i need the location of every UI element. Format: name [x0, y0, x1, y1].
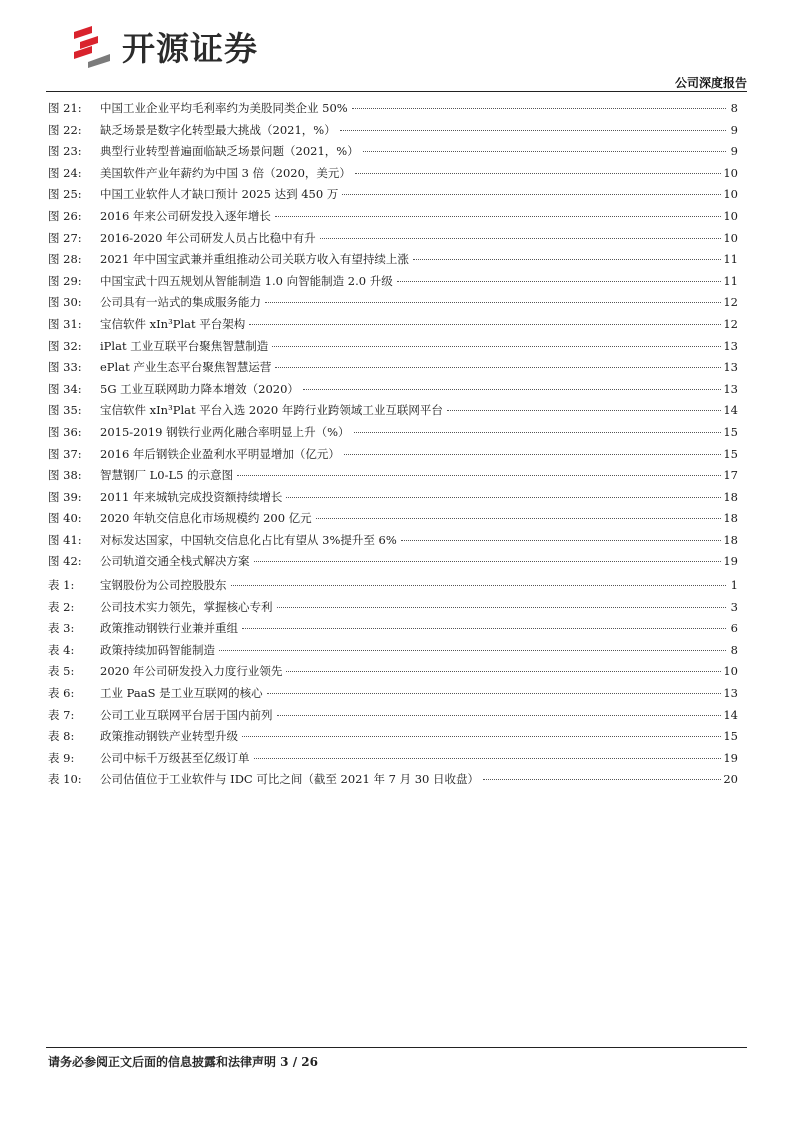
entry-number: 表 5:: [48, 664, 75, 679]
entry-title: 政策推动钢铁产业转型升级: [100, 729, 238, 744]
figure-index-row[interactable]: [48, 141, 738, 163]
entry-title: 政策持续加码智能制造: [100, 642, 215, 657]
footer-divider: [46, 1047, 747, 1048]
entry-number: 图 30:: [48, 295, 82, 310]
entry-number: 图 32:: [48, 338, 82, 353]
table-index-row[interactable]: [48, 726, 738, 748]
entry-page-number: 17: [723, 468, 738, 483]
entry-number: 表 7:: [48, 707, 75, 722]
entry-number: 表 2:: [48, 599, 75, 614]
table-index-row[interactable]: [48, 748, 738, 770]
entry-number: 表 10:: [48, 772, 82, 787]
figure-index-row[interactable]: [48, 487, 738, 509]
entry-page-number: 18: [723, 489, 738, 504]
entry-number: 图 21:: [48, 101, 82, 115]
entry-title: 2020 年轨交信息化市场规模约 200 亿元: [100, 511, 312, 526]
entry-page-number: 10: [723, 664, 738, 679]
dot-leader: [413, 259, 721, 260]
entry-page-number: 13: [723, 381, 738, 396]
figure-index-row[interactable]: [48, 228, 738, 250]
logo-mark-icon: [70, 24, 114, 68]
dot-leader: [219, 650, 726, 651]
table-index-row[interactable]: [48, 769, 738, 791]
entry-title: 公司估值位于工业软件与 IDC 可比之间（截至 2021 年 7 月 30 日收盘）: [100, 772, 480, 787]
entry-page-number: 8: [730, 642, 738, 657]
table-index-row[interactable]: [48, 705, 738, 727]
dot-leader: [355, 173, 721, 174]
entry-page-number: 13: [723, 360, 738, 375]
entry-number: 表 4:: [48, 642, 75, 657]
entry-title: 公司轨道交通全栈式解决方案: [100, 554, 250, 569]
dot-leader: [275, 367, 721, 368]
figure-index: [48, 98, 738, 573]
figure-index-row[interactable]: [48, 271, 738, 293]
entry-number: 图 26:: [48, 208, 82, 223]
entry-page-number: 12: [723, 295, 738, 310]
entry-number: 图 27:: [48, 230, 82, 245]
table-index-row[interactable]: [48, 683, 738, 705]
dot-leader: [316, 518, 722, 519]
dot-leader: [340, 130, 726, 131]
entry-title: 2020 年公司研发投入力度行业领先: [100, 664, 283, 679]
table-index-row[interactable]: [48, 618, 738, 640]
entry-page-number: 14: [723, 707, 738, 722]
figure-index-row[interactable]: [48, 508, 738, 530]
figure-index-row[interactable]: [48, 357, 738, 379]
entry-page-number: 19: [723, 554, 738, 569]
figure-index-row[interactable]: [48, 336, 738, 358]
figure-index-row[interactable]: [48, 292, 738, 314]
entry-page-number: 9: [730, 144, 738, 159]
entry-page-number: 10: [723, 208, 738, 223]
entry-title: 2016 年后钢铁企业盈利水平明显增加（亿元）: [100, 446, 340, 461]
entry-number: 表 9:: [48, 750, 75, 765]
table-index-row[interactable]: [48, 597, 738, 619]
dot-leader: [286, 671, 721, 672]
entry-page-number: 20: [723, 772, 738, 787]
entry-number: 图 39:: [48, 489, 82, 504]
figure-index-row[interactable]: [48, 314, 738, 336]
entry-number: 图 28:: [48, 252, 82, 267]
entry-title: 宝信软件 xIn³Plat 平台入选 2020 年跨行业跨领域工业互联网平台: [100, 403, 443, 418]
figure-index-row[interactable]: [48, 400, 738, 422]
entry-title: 2016 年来公司研发投入逐年增长: [100, 208, 271, 223]
dot-leader: [272, 346, 721, 347]
figure-index-row[interactable]: [48, 465, 738, 487]
dot-leader: [342, 194, 721, 195]
entry-number: 图 38:: [48, 468, 82, 483]
entry-page-number: 12: [723, 316, 738, 331]
entry-title: 2011 年来城轨完成投资额持续增长: [100, 489, 283, 504]
dot-leader: [277, 715, 722, 716]
entry-title: 政策推动钢铁行业兼并重组: [100, 621, 238, 636]
entry-page-number: 8: [730, 101, 738, 115]
dot-leader: [231, 585, 727, 586]
entry-number: 表 6:: [48, 685, 75, 700]
table-index-row[interactable]: [48, 575, 738, 597]
entry-title: 宝钢股份为公司控股股东: [100, 578, 227, 592]
entry-page-number: 13: [723, 685, 738, 700]
header-divider: [46, 91, 747, 92]
figure-index-row[interactable]: [48, 98, 738, 120]
entry-title: 公司技术实力领先，掌握核心专利: [100, 599, 273, 614]
entry-page-number: 10: [723, 165, 738, 180]
entry-title: iPlat 工业互联平台聚焦智慧制造: [100, 338, 269, 353]
entry-title: 智慧钢厂 L0-L5 的示意图: [100, 468, 234, 483]
entry-page-number: 11: [723, 273, 738, 288]
entry-page-number: 11: [723, 252, 738, 267]
footer-disclaimer: 请务必参阅正文后面的信息披露和法律声明 3 / 26: [48, 1055, 318, 1069]
figure-index-row[interactable]: [48, 551, 738, 573]
figure-index-row[interactable]: [48, 249, 738, 271]
entry-page-number: 15: [723, 446, 738, 461]
dot-leader: [242, 628, 726, 629]
dot-leader: [352, 108, 726, 109]
entry-title: 对标发达国家，中国轨交信息化占比有望从 3%提升至 6%: [100, 532, 397, 547]
entry-number: 表 1:: [48, 578, 75, 592]
dot-leader: [303, 389, 721, 390]
entry-title: 宝信软件 xIn³Plat 平台架构: [100, 316, 246, 331]
entry-number: 图 36:: [48, 424, 82, 439]
dot-leader: [277, 607, 727, 608]
dot-leader: [265, 302, 721, 303]
brand-name: 开源证券: [122, 28, 258, 68]
entry-number: 图 33:: [48, 360, 82, 375]
table-index-row[interactable]: [48, 661, 738, 683]
entry-page-number: 9: [730, 122, 738, 137]
table-index: [48, 575, 738, 791]
entry-title: 2021 年中国宝武兼并重组推动公司关联方收入有望持续上涨: [100, 252, 409, 267]
dot-leader: [249, 324, 721, 325]
entry-number: 图 24:: [48, 165, 82, 180]
dot-leader: [354, 432, 722, 433]
figure-index-row[interactable]: [48, 444, 738, 466]
dot-leader: [242, 736, 721, 737]
entry-page-number: 10: [723, 230, 738, 245]
entry-number: 图 37:: [48, 446, 82, 461]
entry-number: 图 35:: [48, 403, 82, 418]
figure-index-row[interactable]: [48, 163, 738, 185]
dot-leader: [447, 410, 722, 411]
figure-index-row[interactable]: [48, 530, 738, 552]
entry-title: 美国软件产业年薪约为中国 3 倍（2020，美元）: [100, 165, 351, 180]
dot-leader: [286, 497, 721, 498]
entry-title: 典型行业转型普遍面临缺乏场景问题（2021，%）: [100, 144, 359, 159]
dot-leader: [267, 693, 722, 694]
entry-page-number: 18: [723, 511, 738, 526]
entry-title: 公司具有一站式的集成服务能力: [100, 295, 261, 310]
dot-leader: [254, 561, 722, 562]
entry-title: 2016-2020 年公司研发人员占比稳中有升: [100, 230, 316, 245]
figure-index-row[interactable]: [48, 379, 738, 401]
entry-number: 图 41:: [48, 532, 82, 547]
dot-leader: [397, 281, 722, 282]
entry-number: 图 23:: [48, 144, 82, 159]
entry-number: 图 40:: [48, 511, 82, 526]
entry-number: 图 25:: [48, 187, 82, 202]
dot-leader: [344, 454, 721, 455]
entry-title: 公司工业互联网平台居于国内前列: [100, 707, 273, 722]
report-type-label: 公司深度报告: [674, 76, 747, 90]
dot-leader: [320, 238, 722, 239]
entry-page-number: 10: [723, 187, 738, 202]
entry-page-number: 14: [723, 403, 738, 418]
entry-number: 图 31:: [48, 316, 82, 331]
company-logo: [70, 22, 258, 70]
entry-title: 中国工业软件人才缺口预计 2025 达到 450 万: [100, 187, 339, 202]
entry-title: 5G 工业互联网助力降本增效（2020）: [100, 381, 299, 396]
entry-number: 表 8:: [48, 729, 75, 744]
entry-page-number: 18: [723, 532, 738, 547]
dot-leader: [275, 216, 721, 217]
dot-leader: [254, 758, 722, 759]
entry-title: ePlat 产业生态平台聚焦智慧运营: [100, 360, 272, 375]
entry-page-number: 3: [730, 599, 738, 614]
entry-number: 图 42:: [48, 554, 82, 569]
entry-title: 工业 PaaS 是工业互联网的核心: [100, 685, 263, 700]
dot-leader: [401, 540, 722, 541]
entry-title: 公司中标千万级甚至亿级订单: [100, 750, 250, 765]
entry-page-number: 15: [723, 424, 738, 439]
figure-index-row[interactable]: [48, 422, 738, 444]
figure-index-row[interactable]: [48, 206, 738, 228]
entry-number: 图 22:: [48, 122, 82, 137]
table-index-row[interactable]: [48, 640, 738, 662]
entry-page-number: 15: [723, 729, 738, 744]
entry-number: 表 3:: [48, 621, 75, 636]
entry-title: 中国宝武十四五规划从智能制造 1.0 向智能制造 2.0 升级: [100, 273, 393, 288]
figure-index-row[interactable]: [48, 120, 738, 142]
entry-page-number: 13: [723, 338, 738, 353]
entry-page-number: 19: [723, 750, 738, 765]
entry-title: 2015-2019 钢铁行业两化融合率明显上升（%）: [100, 424, 350, 439]
dot-leader: [363, 151, 726, 152]
entry-number: 图 34:: [48, 381, 82, 396]
entry-number: 图 29:: [48, 273, 82, 288]
entry-title: 缺乏场景是数字化转型最大挑战（2021，%）: [100, 122, 336, 137]
dot-leader: [483, 779, 721, 780]
dot-leader: [237, 475, 721, 476]
figure-index-row[interactable]: [48, 184, 738, 206]
entry-page-number: 6: [730, 621, 738, 636]
entry-page-number: 1: [730, 578, 738, 592]
entry-title: 中国工业企业平均毛利率约为美股同类企业 50%: [100, 101, 348, 115]
